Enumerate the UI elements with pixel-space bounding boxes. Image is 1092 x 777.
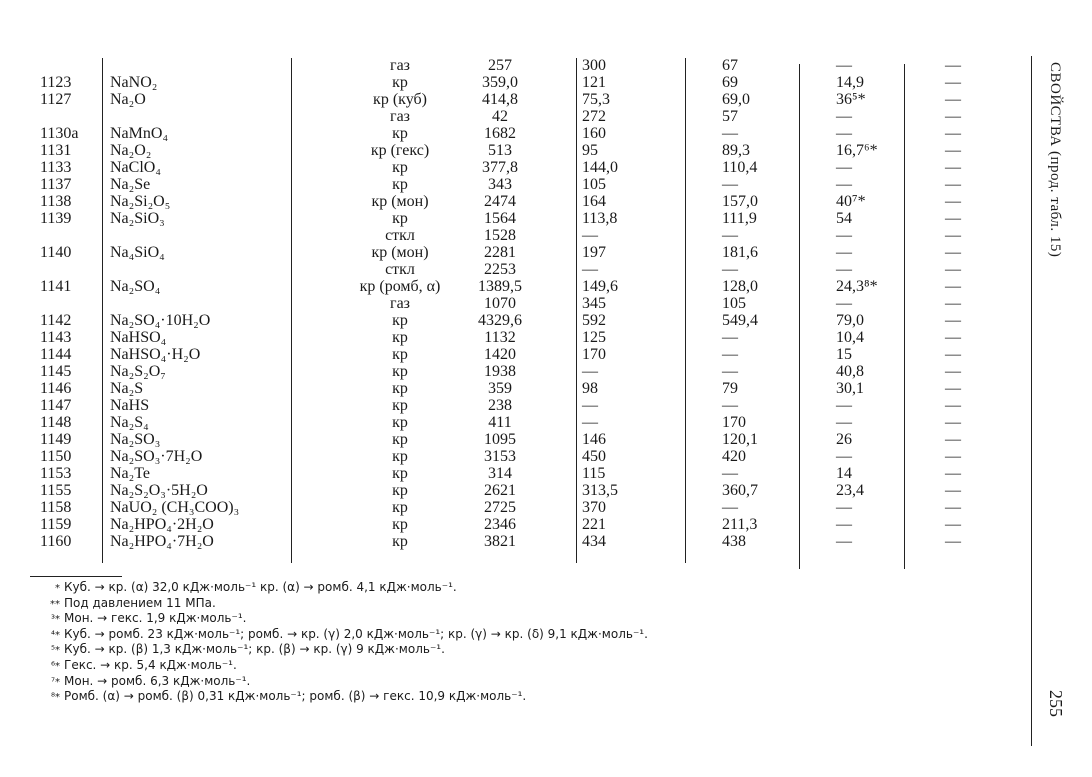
value-cell: — xyxy=(945,397,961,414)
value-cell: — xyxy=(945,227,961,244)
value-cell: 343 xyxy=(488,176,512,193)
formula-cell: NaHS xyxy=(110,397,150,414)
entry-number: 1141 xyxy=(40,278,72,295)
value-cell: 2725 xyxy=(484,499,516,516)
footnote-mark: * xyxy=(55,583,60,594)
value-cell: — xyxy=(836,295,852,312)
entry-number: 1139 xyxy=(40,210,72,227)
value-cell: — xyxy=(836,159,852,176)
state-cell: сткл xyxy=(385,227,415,244)
value-cell: — xyxy=(836,125,852,142)
value-cell: — xyxy=(945,499,961,516)
formula-cell: Na₂O₂ xyxy=(110,142,152,159)
value-cell: — xyxy=(945,380,961,397)
table-row xyxy=(0,516,1000,533)
value-cell: — xyxy=(945,465,961,482)
entry-number: 1158 xyxy=(40,499,72,516)
formula-cell: Na₂SiO₃ xyxy=(110,210,165,227)
entry-number: 1147 xyxy=(40,397,72,414)
footnote-mark: ⁴* xyxy=(50,629,60,641)
value-cell: — xyxy=(582,363,598,380)
state-cell: кр xyxy=(392,363,408,380)
value-cell: — xyxy=(945,210,961,227)
value-cell: 79,0 xyxy=(836,312,864,329)
value-cell: 120,1 xyxy=(722,431,758,448)
formula-cell: NaUO₂ (CH₃COO)₃ xyxy=(110,499,240,516)
value-cell: 2346 xyxy=(484,516,516,533)
value-cell: — xyxy=(836,516,852,533)
value-cell: 160 xyxy=(582,125,606,142)
value-cell: — xyxy=(945,278,961,295)
value-cell: 113,8 xyxy=(582,210,618,227)
state-cell: кр (мон) xyxy=(371,193,429,210)
value-cell: 1420 xyxy=(484,346,516,363)
value-cell: 592 xyxy=(582,312,606,329)
value-cell: 170 xyxy=(722,414,746,431)
value-cell: — xyxy=(945,312,961,329)
table-row xyxy=(0,278,1000,295)
value-cell: 40⁷* xyxy=(836,193,866,210)
value-cell: — xyxy=(945,482,961,499)
value-cell: 549,4 xyxy=(722,312,758,329)
state-cell: кр xyxy=(392,380,408,397)
value-cell: 128,0 xyxy=(722,278,758,295)
formula-cell: Na₂SO₄ xyxy=(110,278,161,295)
value-cell: — xyxy=(582,261,598,278)
value-cell: 14 xyxy=(836,465,852,482)
footnote-text: Гекс. → кр. 5,4 кДж·моль⁻¹. xyxy=(64,658,237,672)
value-cell: 42 xyxy=(492,108,508,125)
value-cell: — xyxy=(722,329,738,346)
table-row xyxy=(0,210,1000,227)
value-cell: — xyxy=(836,227,852,244)
value-cell: — xyxy=(945,533,961,550)
formula-cell: Na₂HPO₄·7H₂O xyxy=(110,533,214,550)
value-cell: 257 xyxy=(488,57,512,74)
table-row xyxy=(0,108,1000,125)
state-cell: кр xyxy=(392,431,408,448)
table-row xyxy=(0,125,1000,142)
entry-number: 1133 xyxy=(40,159,72,176)
state-cell: кр (гекс) xyxy=(370,142,430,159)
entry-number: 1160 xyxy=(40,533,72,550)
state-cell: кр xyxy=(392,448,408,465)
value-cell: — xyxy=(722,363,738,380)
value-cell: — xyxy=(722,397,738,414)
value-cell: — xyxy=(945,159,961,176)
formula-cell: Na₂Te xyxy=(110,465,150,482)
value-cell: — xyxy=(836,261,852,278)
value-cell: — xyxy=(945,295,961,312)
value-cell: 125 xyxy=(582,329,606,346)
state-cell: газ xyxy=(390,57,410,74)
table-row xyxy=(0,159,1000,176)
table-row xyxy=(0,261,1000,278)
value-cell: 24,3⁸* xyxy=(836,278,878,295)
data-table xyxy=(0,57,1000,550)
entry-number: 1144 xyxy=(40,346,72,363)
value-cell: — xyxy=(945,431,961,448)
formula-cell: NaClO₄ xyxy=(110,159,161,176)
value-cell: 1389,5 xyxy=(478,278,522,295)
value-cell: — xyxy=(945,516,961,533)
value-cell: 2621 xyxy=(484,482,516,499)
table-row xyxy=(0,57,1000,74)
value-cell: 300 xyxy=(582,57,606,74)
value-cell: 69 xyxy=(722,74,738,91)
state-cell: сткл xyxy=(385,261,415,278)
value-cell: — xyxy=(945,193,961,210)
value-cell: 144,0 xyxy=(582,159,618,176)
value-cell: 14,9 xyxy=(836,74,864,91)
value-cell: 2281 xyxy=(484,244,516,261)
value-cell: — xyxy=(945,176,961,193)
value-cell: — xyxy=(582,227,598,244)
value-cell: 30,1 xyxy=(836,380,864,397)
value-cell: 57 xyxy=(722,108,738,125)
footnote-text: Под давлением 11 МПа. xyxy=(64,595,216,610)
footnote-text: Куб. → кр. (α) 32,0 кДж·моль⁻¹ кр. (α) → ромб. 4,1 кДж·моль⁻¹. xyxy=(64,580,457,594)
table-row xyxy=(0,346,1000,363)
footnote-mark: ** xyxy=(50,598,60,610)
value-cell: 197 xyxy=(582,244,606,261)
value-cell: 98 xyxy=(582,380,598,397)
table-row xyxy=(0,295,1000,312)
table-row xyxy=(0,176,1000,193)
table-row xyxy=(0,448,1000,465)
value-cell: 1564 xyxy=(484,210,516,227)
formula-cell: NaMnO₄ xyxy=(110,125,169,142)
value-cell: — xyxy=(945,244,961,261)
formula-cell: Na₂O xyxy=(110,91,146,108)
formula-cell: Na₄SiO₄ xyxy=(110,244,165,261)
footnote-text: Куб. → кр. (β) 1,3 кДж·моль⁻¹; кр. (β) → кр. (γ) 9 кДж·моль⁻¹. xyxy=(64,642,445,657)
footnote-rule xyxy=(30,576,122,577)
table-row xyxy=(0,312,1000,329)
table-row xyxy=(0,482,1000,499)
value-cell: — xyxy=(945,346,961,363)
entry-number: 1145 xyxy=(40,363,72,380)
state-cell: кр xyxy=(392,329,408,346)
value-cell: — xyxy=(945,261,961,278)
formula-cell: Na₂S₄ xyxy=(110,414,149,431)
value-cell: 15 xyxy=(836,346,852,363)
value-cell: 110,4 xyxy=(722,159,758,176)
table-row xyxy=(0,74,1000,91)
value-cell: 345 xyxy=(582,295,606,312)
table-row xyxy=(0,193,1000,210)
value-cell: — xyxy=(582,397,598,414)
value-cell: 111,9 xyxy=(722,210,757,227)
entry-number: 1153 xyxy=(40,465,72,482)
table-row xyxy=(0,397,1000,414)
entry-number: 1155 xyxy=(40,482,72,499)
state-cell: кр (ромб, α) xyxy=(359,278,441,295)
state-cell: кр xyxy=(392,210,408,227)
state-cell: кр xyxy=(392,482,408,499)
value-cell: — xyxy=(722,499,738,516)
table-row xyxy=(0,380,1000,397)
value-cell: — xyxy=(945,108,961,125)
value-cell: 411 xyxy=(488,414,512,431)
value-cell: 314 xyxy=(488,465,512,482)
value-cell: 272 xyxy=(582,108,606,125)
value-cell: — xyxy=(945,57,961,74)
value-cell: 75,3 xyxy=(582,91,610,108)
formula-cell: Na₂SO₃ xyxy=(110,431,161,448)
entry-number: 1131 xyxy=(40,142,72,159)
footnote-text: Мон. → гекс. 1,9 кДж·моль⁻¹. xyxy=(64,611,247,626)
state-cell: кр xyxy=(392,159,408,176)
entry-number: 1146 xyxy=(40,380,72,397)
formula-cell: Na₂Si₂O₅ xyxy=(110,193,171,210)
value-cell: — xyxy=(836,448,852,465)
value-cell: 450 xyxy=(582,448,606,465)
value-cell: — xyxy=(836,499,852,516)
value-cell: — xyxy=(836,397,852,414)
value-cell: 157,0 xyxy=(722,193,758,210)
footnote-text: Ромб. (α) → ромб. (β) 0,31 кДж·моль⁻¹; ромб. (β) → гекс. 10,9 кДж·моль⁻¹. xyxy=(64,689,527,704)
value-cell: 359,0 xyxy=(482,74,518,91)
value-cell: 105 xyxy=(722,295,746,312)
state-cell: кр xyxy=(392,499,408,516)
value-cell: 1938 xyxy=(484,363,516,380)
value-cell: 170 xyxy=(582,346,606,363)
value-cell: 513 xyxy=(488,142,512,159)
formula-cell: Na₂Se xyxy=(110,176,151,193)
value-cell: 1070 xyxy=(484,295,516,312)
table-row xyxy=(0,499,1000,516)
value-cell: 221 xyxy=(582,516,606,533)
value-cell: — xyxy=(836,533,852,550)
state-cell: кр xyxy=(392,176,408,193)
value-cell: 40,8 xyxy=(836,363,864,380)
value-cell: 414,8 xyxy=(482,91,518,108)
table-row xyxy=(0,431,1000,448)
entry-number: 1138 xyxy=(40,193,72,210)
table-row xyxy=(0,244,1000,261)
footnote xyxy=(38,627,648,643)
value-cell: — xyxy=(836,244,852,261)
value-cell: 3821 xyxy=(484,533,516,550)
value-cell: 79 xyxy=(722,380,738,397)
value-cell: 4329,6 xyxy=(478,312,522,329)
footnote xyxy=(38,674,250,690)
value-cell: 1528 xyxy=(484,227,516,244)
value-cell: 1095 xyxy=(484,431,516,448)
value-cell: 121 xyxy=(582,74,606,91)
value-cell: 1132 xyxy=(484,329,516,346)
entry-number: 1140 xyxy=(40,244,72,261)
value-cell: 36⁵* xyxy=(836,91,866,108)
value-cell: 164 xyxy=(582,193,606,210)
state-cell: кр xyxy=(392,533,408,550)
formula-cell: Na₂HPO₄·2H₂O xyxy=(110,516,214,533)
entry-number: 1149 xyxy=(40,431,72,448)
footnote xyxy=(38,596,216,612)
value-cell: — xyxy=(722,125,738,142)
value-cell: 146 xyxy=(582,431,606,448)
entry-number: 1143 xyxy=(40,329,72,346)
value-cell: 23,4 xyxy=(836,482,864,499)
value-cell: 359 xyxy=(488,380,512,397)
value-cell: 377,8 xyxy=(482,159,518,176)
state-cell: кр xyxy=(392,346,408,363)
value-cell: — xyxy=(836,414,852,431)
value-cell: — xyxy=(945,142,961,159)
footnote xyxy=(38,658,237,674)
value-cell: 149,6 xyxy=(582,278,618,295)
value-cell: 238 xyxy=(488,397,512,414)
footnote xyxy=(38,642,445,658)
value-cell: 313,5 xyxy=(582,482,618,499)
value-cell: 105 xyxy=(582,176,606,193)
state-cell: кр (куб) xyxy=(373,91,427,108)
value-cell: — xyxy=(945,91,961,108)
state-cell: газ xyxy=(390,295,410,312)
value-cell: — xyxy=(722,465,738,482)
state-cell: кр (мон) xyxy=(371,244,429,261)
footnote xyxy=(38,611,246,627)
value-cell: 370 xyxy=(582,499,606,516)
value-cell: 16,7⁶* xyxy=(836,142,878,159)
table-row xyxy=(0,533,1000,550)
value-cell: — xyxy=(582,414,598,431)
state-cell: кр xyxy=(392,414,408,431)
state-cell: газ xyxy=(390,108,410,125)
value-cell: — xyxy=(945,363,961,380)
formula-cell: Na₂S₂O₇ xyxy=(110,363,166,380)
footnote-mark: ⁷* xyxy=(50,676,60,688)
value-cell: — xyxy=(836,57,852,74)
entry-number: 1148 xyxy=(40,414,72,431)
value-cell: 89,3 xyxy=(722,142,750,159)
value-cell: — xyxy=(836,108,852,125)
table-row xyxy=(0,465,1000,482)
table-row xyxy=(0,91,1000,108)
entry-number: 1150 xyxy=(40,448,72,465)
value-cell: — xyxy=(945,414,961,431)
entry-number: 1159 xyxy=(40,516,72,533)
footnote-text: Мон. → ромб. 6,3 кДж·моль⁻¹. xyxy=(64,673,251,688)
value-cell: 3153 xyxy=(484,448,516,465)
footnote-mark: ⁵* xyxy=(50,645,60,657)
footnote xyxy=(38,580,457,596)
table-row xyxy=(0,142,1000,159)
footnote-mark: ⁶* xyxy=(50,661,60,672)
state-cell: кр xyxy=(392,465,408,482)
state-cell: кр xyxy=(392,125,408,142)
value-cell: 67 xyxy=(722,57,738,74)
value-cell: 2253 xyxy=(484,261,516,278)
value-cell: 420 xyxy=(722,448,746,465)
state-cell: кр xyxy=(392,397,408,414)
column-rule xyxy=(1031,56,1032,746)
state-cell: кр xyxy=(392,312,408,329)
formula-cell: Na₂S xyxy=(110,380,144,397)
footnote-mark: ⁸* xyxy=(50,692,60,704)
entry-number: 1137 xyxy=(40,176,72,193)
value-cell: 2474 xyxy=(484,193,516,210)
value-cell: — xyxy=(722,176,738,193)
value-cell: — xyxy=(945,74,961,91)
table-row xyxy=(0,329,1000,346)
value-cell: — xyxy=(722,346,738,363)
entry-number: 1130а xyxy=(40,125,79,142)
value-cell: 69,0 xyxy=(722,91,750,108)
value-cell: — xyxy=(722,261,738,278)
value-cell: 26 xyxy=(836,431,852,448)
value-cell: — xyxy=(945,329,961,346)
formula-cell: NaHSO₄·H₂O xyxy=(110,346,201,363)
value-cell: — xyxy=(722,227,738,244)
value-cell: — xyxy=(945,448,961,465)
formula-cell: Na₂S₂O₃·5H₂O xyxy=(110,482,208,499)
footnote-text: Куб. → ромб. 23 кДж·моль⁻¹; ромб. → кр. (γ) 2,0 кДж·моль⁻¹; кр. (γ) → кр. (δ) 9,1 кДж·моль⁻¹. xyxy=(64,626,648,641)
footnote xyxy=(38,689,526,705)
page-number: 255 xyxy=(1046,690,1066,717)
table-row xyxy=(0,227,1000,244)
state-cell: кр xyxy=(392,74,408,91)
running-head: СВОЙСТВА (прод. табл. 15) xyxy=(1047,62,1063,258)
value-cell: — xyxy=(945,125,961,142)
value-cell: 115 xyxy=(582,465,606,482)
entry-number: 1123 xyxy=(40,74,72,91)
value-cell: 434 xyxy=(582,533,606,550)
entry-number: 1142 xyxy=(40,312,72,329)
value-cell: — xyxy=(836,176,852,193)
value-cell: 54 xyxy=(836,210,852,227)
formula-cell: NaHSO₄ xyxy=(110,329,167,346)
value-cell: 181,6 xyxy=(722,244,758,261)
formula-cell: Na₂SO₃·7H₂O xyxy=(110,448,203,465)
state-cell: кр xyxy=(392,516,408,533)
value-cell: 95 xyxy=(582,142,598,159)
table-row xyxy=(0,414,1000,431)
value-cell: 211,3 xyxy=(722,516,758,533)
table-row xyxy=(0,363,1000,380)
formula-cell: Na₂SO₄·10H₂O xyxy=(110,312,211,329)
value-cell: 360,7 xyxy=(722,482,758,499)
formula-cell: NaNO₂ xyxy=(110,74,158,91)
entry-number: 1127 xyxy=(40,91,72,108)
value-cell: 438 xyxy=(722,533,746,550)
footnote-mark: ³* xyxy=(50,614,60,626)
value-cell: 10,4 xyxy=(836,329,864,346)
value-cell: 1682 xyxy=(484,125,516,142)
